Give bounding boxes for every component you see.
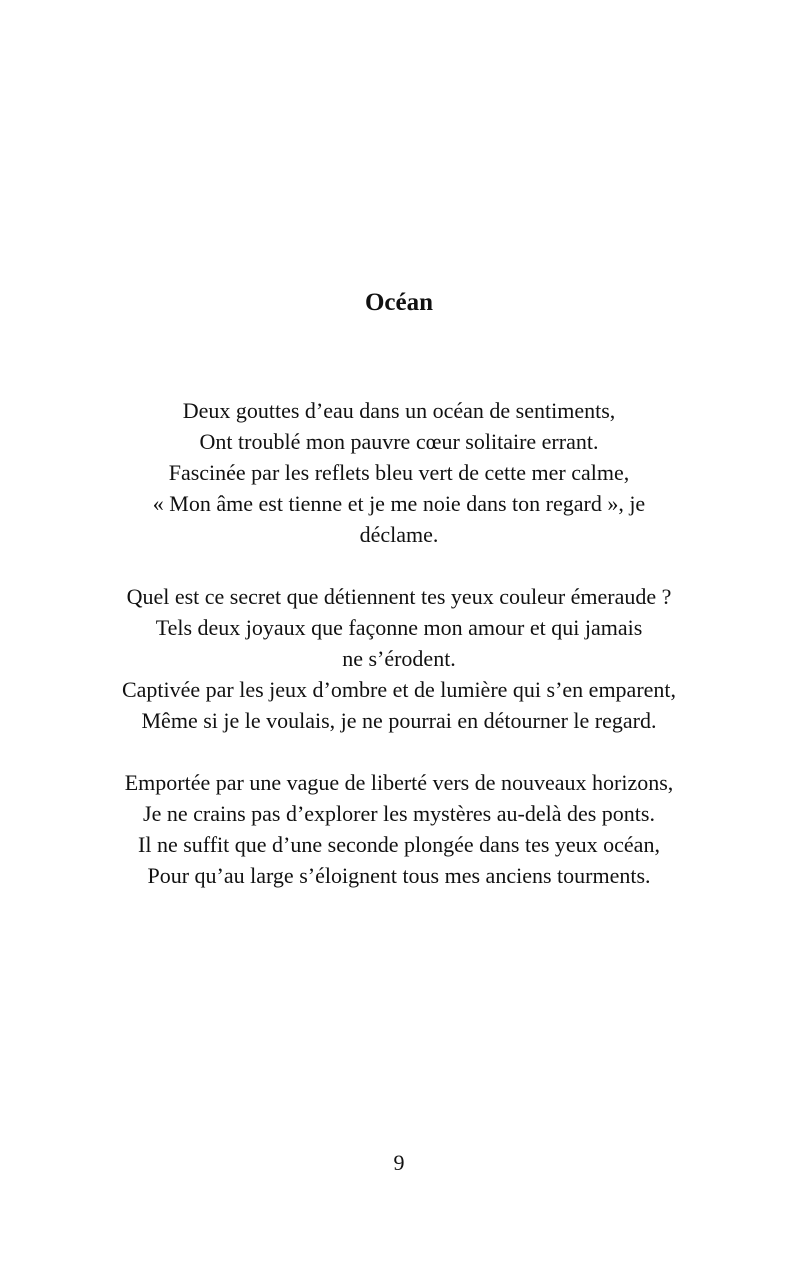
poem-line: Même si je le voulais, je ne pourrai en détourner le regard. bbox=[141, 708, 657, 733]
poem-line: Deux gouttes d’eau dans un océan de sentiments, bbox=[182, 398, 616, 423]
poem-line: Emportée par une vague de liberté vers de nouveaux horizons, bbox=[124, 770, 674, 795]
poem-line: Tels deux joyaux que façonne mon amour et qui jamais bbox=[155, 615, 643, 640]
poem-line: Quel est ce secret que détiennent tes yeux couleur émeraude ? bbox=[126, 584, 672, 609]
stanza-1 bbox=[100, 395, 698, 550]
poem-line: Fascinée par les reflets bleu vert de cette mer calme, bbox=[168, 460, 630, 485]
poem-line: Il ne suffit que d’une seconde plongée dans tes yeux océan, bbox=[138, 832, 660, 857]
poem-line: Pour qu’au large s’éloignent tous mes anciens tourments. bbox=[147, 863, 651, 888]
poem-line: ne s’érodent. bbox=[342, 646, 456, 671]
poem-line: « Mon âme est tienne et je me noie dans ton regard », je bbox=[152, 491, 646, 516]
poem-body bbox=[100, 395, 698, 891]
poem-line: Ont troublé mon pauvre cœur solitaire errant. bbox=[199, 429, 599, 454]
poem-line: déclame. bbox=[359, 522, 439, 547]
page-number: 9 bbox=[393, 1150, 405, 1175]
stanza-3 bbox=[100, 767, 698, 891]
poem-line: Je ne crains pas d’explorer les mystères au-delà des ponts. bbox=[143, 801, 655, 826]
stanza-2 bbox=[100, 581, 698, 736]
poem-title: Océan bbox=[364, 288, 434, 316]
poem-line: Captivée par les jeux d’ombre et de lumière qui s’en emparent, bbox=[121, 677, 677, 702]
